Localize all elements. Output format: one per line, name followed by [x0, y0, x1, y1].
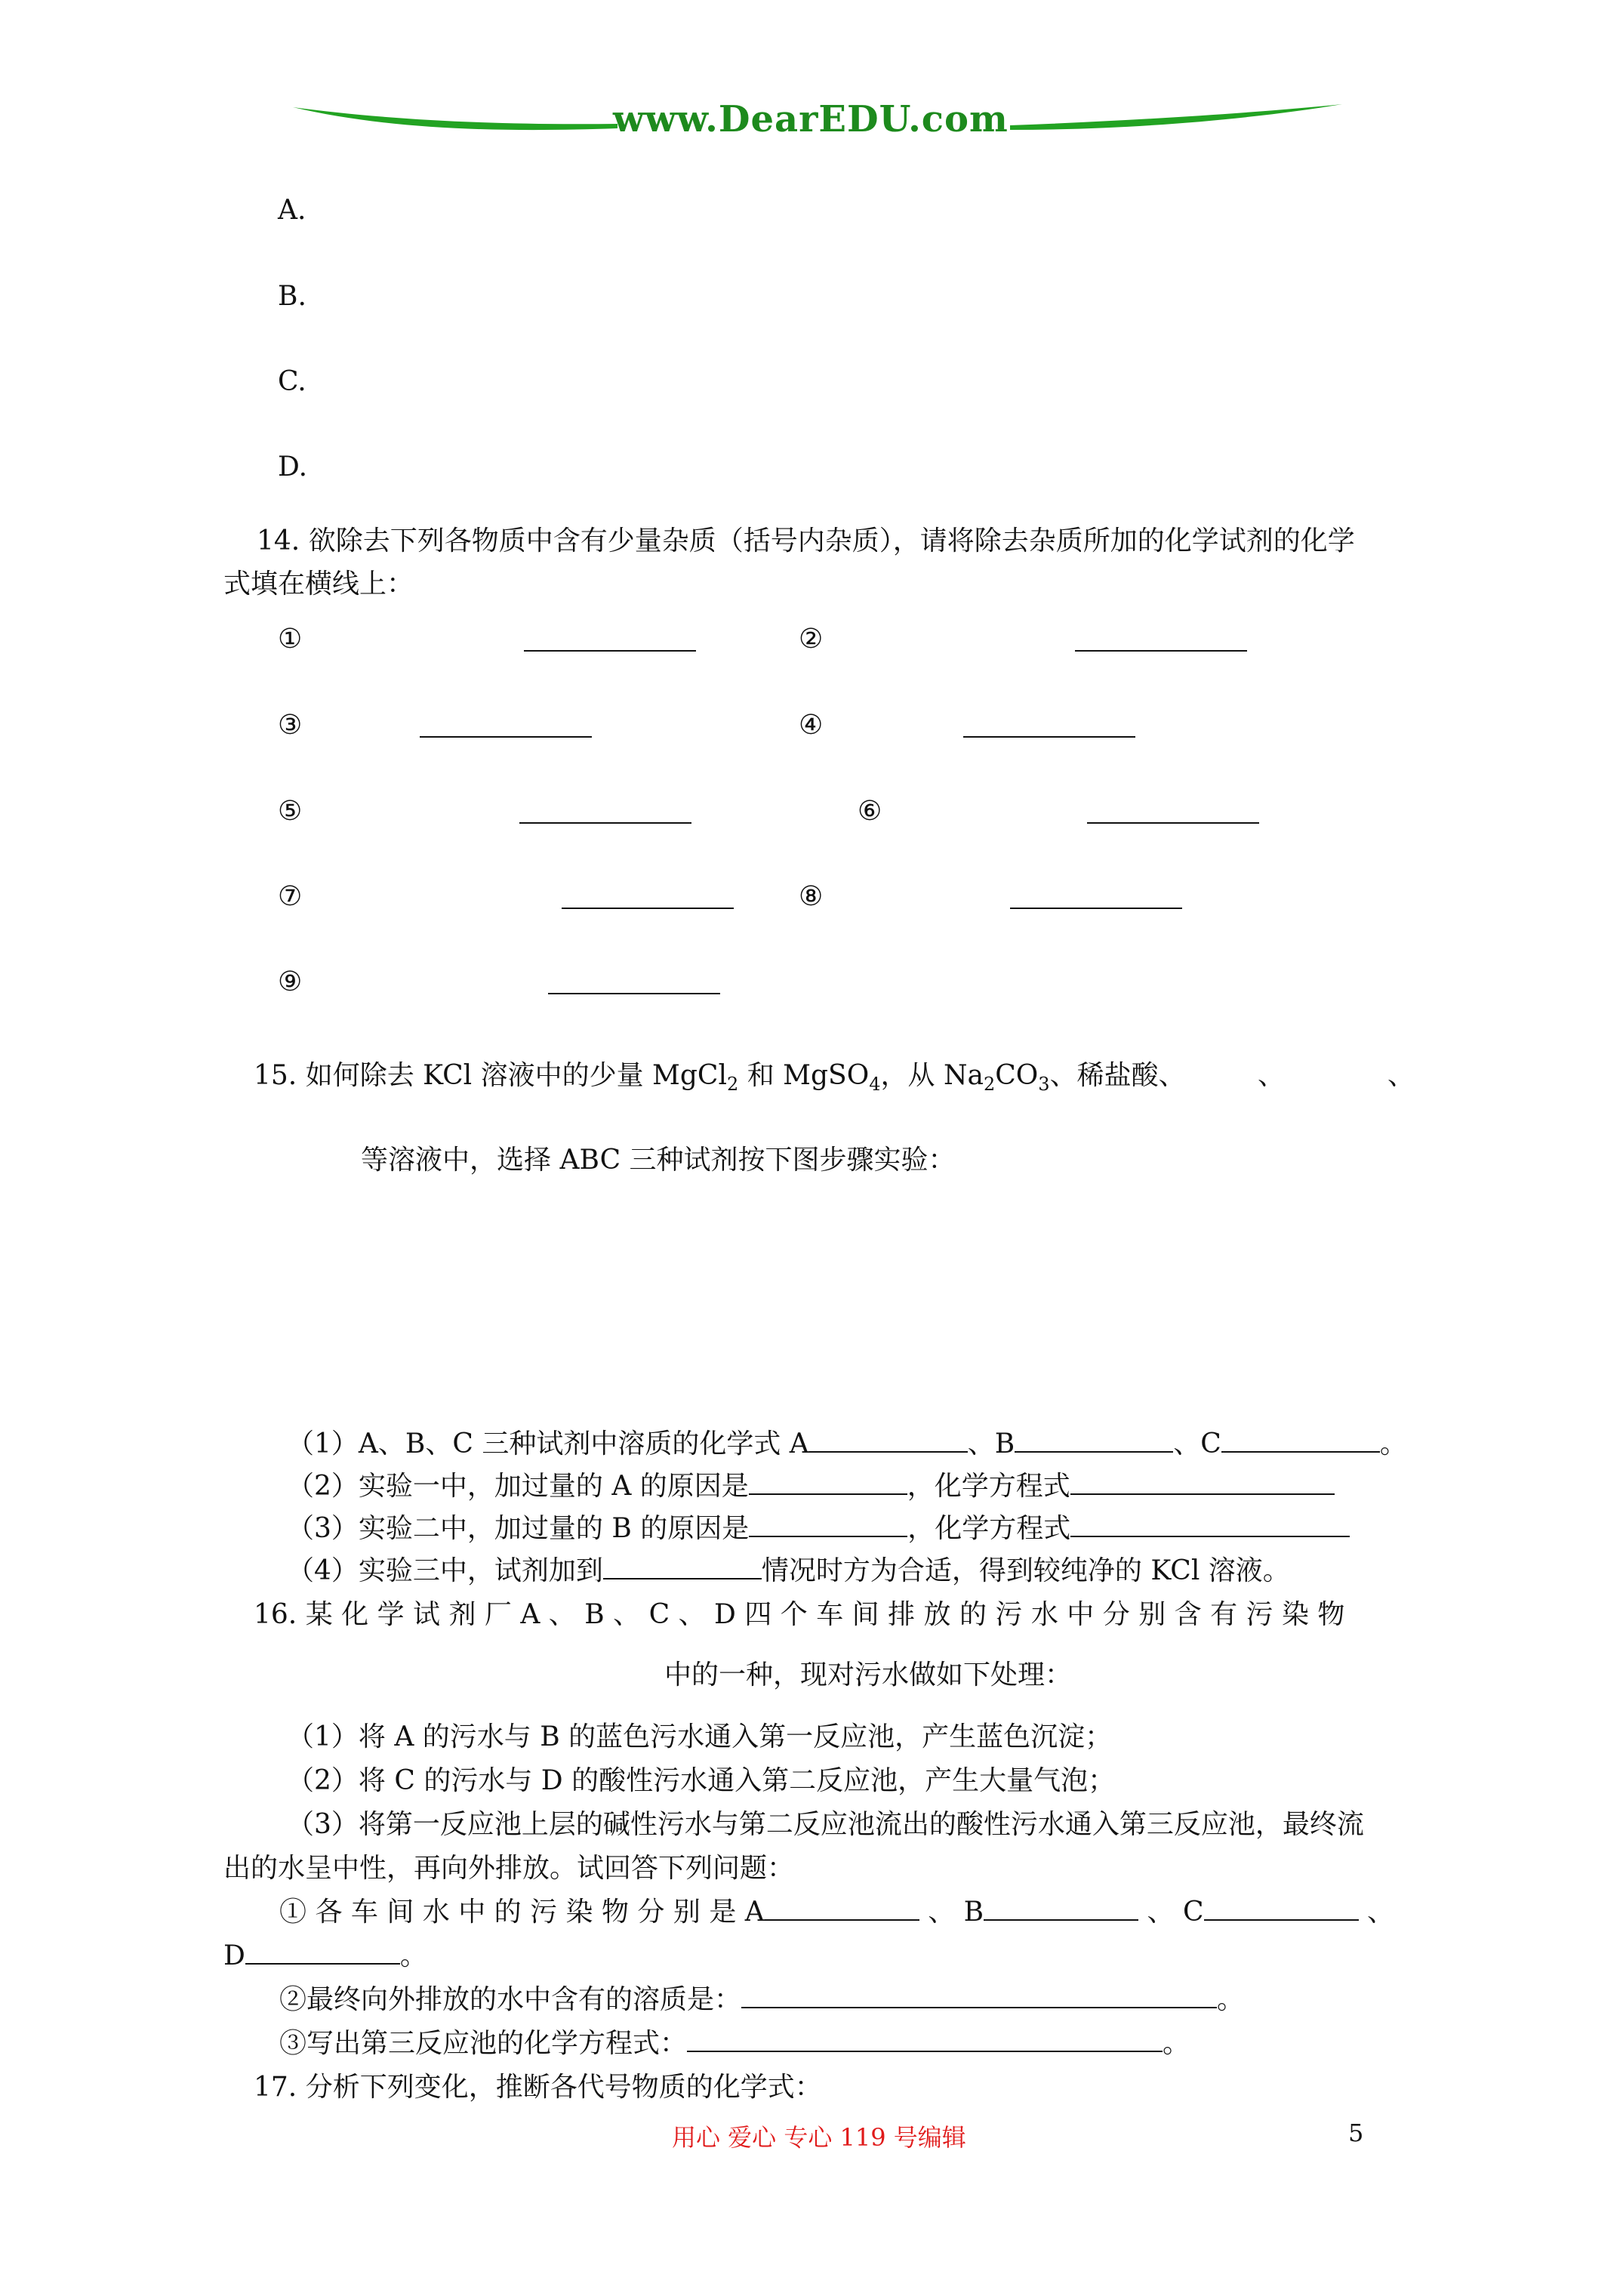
q14-blank-6[interactable] — [1087, 822, 1259, 824]
logo-swoosh-right-icon — [1010, 98, 1342, 143]
logo-swoosh-left-icon — [293, 97, 617, 142]
q14-blank-5[interactable] — [519, 822, 691, 824]
q14-item-7: ⑦ — [278, 881, 303, 912]
q16-answer-3 — [279, 2022, 1190, 2060]
q16-blank-a[interactable] — [765, 1897, 919, 1921]
q15-part-3-label-a: （3）实验二中，加过量的 B 的原因是 — [287, 1513, 750, 1544]
q16-answer-2-end: 。 — [1217, 1984, 1245, 2015]
q17-text: 17. 分析下列变化，推断各代号物质的化学式： — [254, 2072, 822, 2103]
q16-answer-1-label-c: 、 C — [1138, 1897, 1204, 1928]
q14-blank-1[interactable] — [524, 650, 696, 652]
q15-part-2-label-b: ，化学方程式 — [907, 1471, 1070, 1502]
q16-blank-c[interactable] — [1204, 1897, 1359, 1921]
q14-text-line1: 14. 欲除去下列各物质中含有少量杂质（括号内杂质），请将除去杂质所加的化学试剂的化学 — [257, 525, 1355, 556]
q16-answer-1-label-d: 、 — [1358, 1897, 1394, 1928]
q14-blank-2[interactable] — [1075, 650, 1247, 652]
q16-answer-2 — [279, 1978, 1244, 2017]
q15-part-1-label-b: 、B — [967, 1428, 1015, 1459]
q14-blank-3[interactable] — [420, 736, 592, 738]
q15-part-3-blank-reason[interactable] — [749, 1513, 907, 1537]
q16-answer-3-end: 。 — [1163, 2028, 1190, 2059]
q15-text-line2: 等溶液中，选择 ABC 三种试剂按下图步骤实验： — [361, 1145, 956, 1176]
q16-answer-1-cont — [223, 1934, 427, 1973]
q16-step-1: （1）将 A 的污水与 B 的蓝色污水通入第一反应池，产生蓝色沉淀； — [287, 1721, 1113, 1752]
q16-step-2: （2）将 C 的污水与 D 的酸性污水通入第二反应池，产生大量气泡； — [287, 1765, 1116, 1796]
q16-answer-1-label-a: ① 各 车 间 水 中 的 污 染 物 分 别 是 A — [279, 1897, 765, 1928]
q16-answer-2-blank[interactable] — [741, 1984, 1217, 2008]
q16-blank-b[interactable] — [984, 1897, 1138, 1921]
logo-text: www.DearEDU.com — [613, 98, 1009, 140]
q16-text-line1: 16. 某 化 学 试 剂 厂 A 、 B 、 C 、 D 四 个 车 间 排 放 的 污 水 中 分 别 含 有 污 染 物 — [254, 1599, 1345, 1630]
q15-lead: 15. 如何除去 KCl 溶液中的少量 MgCl — [254, 1060, 727, 1091]
q14-item-8: ⑧ — [799, 881, 824, 912]
q15-blank-a[interactable] — [809, 1428, 968, 1453]
q15-part-4 — [287, 1549, 1290, 1588]
q15-blank-b[interactable] — [1015, 1428, 1173, 1453]
q15-part-1 — [287, 1422, 1407, 1461]
page-number: 5 — [1348, 2119, 1364, 2147]
q15-comma-1: 、 — [1258, 1060, 1286, 1091]
q15-part-2 — [287, 1465, 1335, 1503]
q14-item-6: ⑥ — [858, 796, 882, 827]
option-d: D. — [278, 451, 308, 482]
q15-mid-1: 和 MgSO — [738, 1060, 870, 1091]
q14-blank-9[interactable] — [548, 993, 720, 994]
q15-blank-c[interactable] — [1221, 1428, 1380, 1453]
q15-part-1-end: 。 — [1379, 1428, 1407, 1459]
q15-part-1-label-c: 、C — [1173, 1428, 1221, 1459]
option-a: A. — [278, 195, 306, 226]
q16-answer-2-label: ②最终向外排放的水中含有的溶质是： — [279, 1984, 742, 2015]
q14-item-5: ⑤ — [278, 796, 303, 827]
q15-part-2-label-a: （2）实验一中，加过量的 A 的原因是 — [287, 1471, 749, 1502]
q15-part-4-blank[interactable] — [603, 1555, 762, 1579]
q15-tail: 、稀盐酸、 — [1049, 1060, 1186, 1091]
q16-text-line2: 中的一种，现对污水做如下处理： — [664, 1660, 1073, 1690]
q14-item-4: ④ — [799, 710, 824, 741]
q16-answer-1-end: 。 — [399, 1940, 427, 1971]
q14-text-line2: 式填在横线上： — [223, 569, 414, 599]
q15-comma-2: 、 — [1387, 1060, 1415, 1091]
q15-part-4-label-b: 情况时方为合适，得到较纯净的 KCl 溶液。 — [761, 1555, 1290, 1586]
q15-text-line1 — [254, 1054, 1186, 1095]
q14-item-3: ③ — [278, 710, 303, 741]
q15-part-2-blank-equation[interactable] — [1070, 1471, 1335, 1495]
q16-answer-1 — [279, 1891, 1394, 1929]
q14-blank-7[interactable] — [562, 908, 734, 909]
q16-answer-3-blank[interactable] — [687, 2028, 1163, 2052]
q15-part-4-label-a: （4）实验三中，试剂加到 — [287, 1555, 603, 1586]
q14-blank-8[interactable] — [1010, 908, 1182, 909]
q16-step-3a: （3）将第一反应池上层的碱性污水与第二反应池流出的酸性污水通入第三反应池，最终流 — [287, 1809, 1364, 1840]
q15-part-1-label-a: （1）A、B、C 三种试剂中溶质的化学式 A — [287, 1428, 809, 1459]
q15-sub-3: 2 — [983, 1074, 996, 1096]
q16-blank-d[interactable] — [245, 1940, 400, 1965]
q16-answer-1-label-b: 、 B — [919, 1897, 984, 1928]
option-b: B. — [278, 281, 306, 312]
q15-sub-4: 3 — [1038, 1074, 1050, 1096]
q16-answer-1-label-e: D — [223, 1940, 245, 1971]
footer-text: 用心 爱心 专心 119 号编辑 — [672, 2123, 966, 2152]
q15-part-3-blank-equation[interactable] — [1070, 1513, 1350, 1537]
q15-mid-3: CO — [995, 1060, 1039, 1091]
q15-sub-1: 2 — [726, 1074, 739, 1096]
q14-blank-4[interactable] — [963, 736, 1135, 738]
q14-item-2: ② — [799, 624, 824, 655]
q16-step-3b: 出的水呈中性，再向外排放。试回答下列问题： — [223, 1853, 795, 1884]
q14-item-9: ⑨ — [278, 966, 303, 997]
q15-part-3 — [287, 1507, 1350, 1546]
q14-item-1: ① — [278, 624, 303, 655]
q15-part-3-label-b: ，化学方程式 — [907, 1513, 1071, 1544]
q15-part-2-blank-reason[interactable] — [749, 1471, 907, 1495]
q16-answer-3-label: ③写出第三反应池的化学方程式： — [279, 2028, 688, 2059]
q15-sub-2: 4 — [869, 1074, 881, 1096]
option-c: C. — [278, 366, 306, 397]
q15-mid-2: ，从 Na — [880, 1060, 984, 1091]
